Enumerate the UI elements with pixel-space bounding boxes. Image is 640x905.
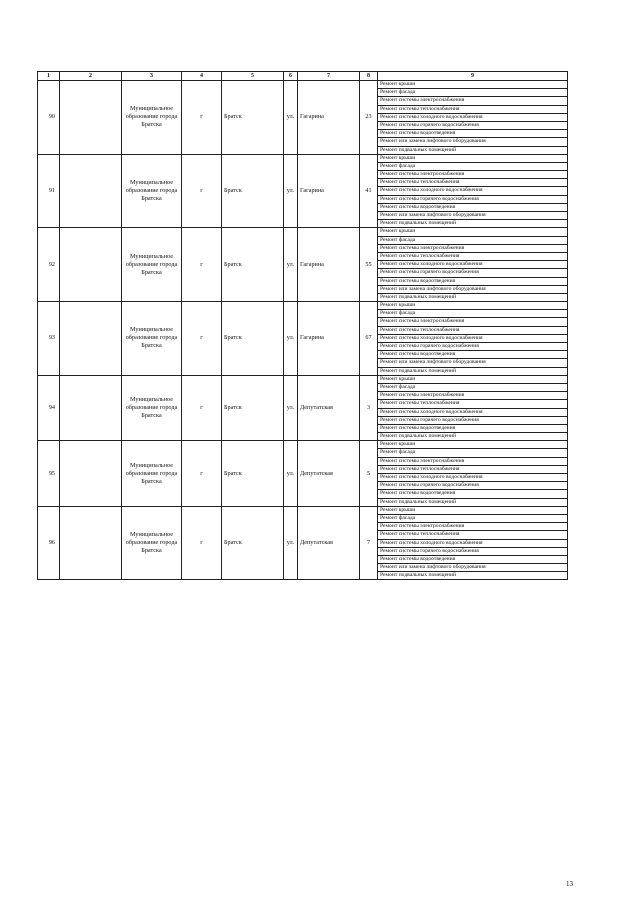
work-item: Ремонт фасада bbox=[378, 449, 567, 457]
house-number-cell: 23 bbox=[360, 81, 378, 155]
works-cell bbox=[378, 228, 568, 302]
municipality-cell: Муниципальное образование города Братска bbox=[122, 228, 182, 302]
row-number: 95 bbox=[38, 441, 60, 507]
settlement-type-cell: г bbox=[182, 228, 222, 302]
column-2-cell bbox=[60, 375, 122, 441]
work-item: Ремонт системы водоотведения bbox=[378, 351, 567, 359]
work-item: Ремонт подвальных помещений bbox=[380, 433, 457, 440]
street-cell: Гагарина bbox=[298, 154, 360, 228]
works-cell bbox=[378, 81, 568, 155]
work-item: Ремонт системы водоотведения bbox=[378, 425, 567, 433]
work-item: Ремонт подвальных помещений bbox=[380, 220, 457, 227]
work-item: Ремонт крыши bbox=[378, 228, 567, 236]
work-item: Ремонт системы холодного водоснабжения bbox=[378, 114, 567, 122]
table-body bbox=[38, 81, 568, 580]
settlement-type-cell: г bbox=[182, 81, 222, 155]
municipality-cell: Муниципальное образование города Братска bbox=[122, 506, 182, 580]
work-item: Ремонт подвальных помещений bbox=[380, 146, 457, 153]
work-item: Ремонт системы водоотведения bbox=[378, 556, 567, 564]
street-cell: Депутатская bbox=[298, 441, 360, 507]
city-cell: Братск bbox=[222, 506, 284, 580]
street-cell: Гагарина bbox=[298, 228, 360, 302]
settlement-type-cell: г bbox=[182, 441, 222, 507]
column-number: 7 bbox=[298, 72, 360, 81]
work-item: Ремонт или замена лифтового оборудования bbox=[378, 138, 567, 146]
table-row bbox=[38, 302, 568, 376]
work-item: Ремонт системы электроснабжения bbox=[378, 245, 567, 253]
municipality-cell: Муниципальное образование города Братска bbox=[122, 302, 182, 376]
work-item: Ремонт системы теплоснабжения bbox=[378, 253, 567, 261]
work-item: Ремонт подвальных помещений bbox=[380, 293, 457, 300]
column-number: 2 bbox=[60, 72, 122, 81]
work-item: Ремонт системы водоотведения bbox=[378, 204, 567, 212]
work-item: Ремонт системы электроснабжения bbox=[378, 171, 567, 179]
work-item: Ремонт системы горячего водоснабжения bbox=[378, 417, 567, 425]
works-cell bbox=[378, 506, 568, 580]
row-number: 91 bbox=[38, 154, 60, 228]
document-sheet bbox=[37, 71, 567, 580]
work-item: Ремонт системы теплоснабжения bbox=[378, 106, 567, 114]
work-item: Ремонт или замена лифтового оборудования bbox=[378, 286, 567, 294]
column-2-cell bbox=[60, 81, 122, 155]
city-cell: Братск bbox=[222, 154, 284, 228]
house-number-cell: 3 bbox=[360, 375, 378, 441]
work-item: Ремонт крыши bbox=[378, 155, 567, 163]
settlement-type-cell: г bbox=[182, 302, 222, 376]
work-item: Ремонт фасада bbox=[378, 89, 567, 97]
work-item: Ремонт системы холодного водоснабжения bbox=[378, 409, 567, 417]
works-cell bbox=[378, 302, 568, 376]
work-item: Ремонт системы горячего водоснабжения bbox=[378, 343, 567, 351]
table-row bbox=[38, 441, 568, 507]
work-item: Ремонт фасада bbox=[378, 384, 567, 392]
row-number: 90 bbox=[38, 81, 60, 155]
column-2-cell bbox=[60, 302, 122, 376]
column-2-cell bbox=[60, 228, 122, 302]
work-item: Ремонт системы водоотведения bbox=[378, 490, 567, 498]
column-2-cell bbox=[60, 154, 122, 228]
work-item: Ремонт системы горячего водоснабжения bbox=[378, 196, 567, 204]
work-item: Ремонт фасада bbox=[378, 237, 567, 245]
work-item: Ремонт системы горячего водоснабжения bbox=[378, 122, 567, 130]
works-cell bbox=[378, 154, 568, 228]
table-row bbox=[38, 154, 568, 228]
column-number: 9 bbox=[378, 72, 568, 81]
municipality-cell: Муниципальное образование города Братска bbox=[122, 81, 182, 155]
work-item: Ремонт системы горячего водоснабжения bbox=[378, 548, 567, 556]
street-cell: Депутатская bbox=[298, 375, 360, 441]
street-type-cell: ул. bbox=[284, 506, 298, 580]
settlement-type-cell: г bbox=[182, 375, 222, 441]
column-number: 6 bbox=[284, 72, 298, 81]
work-item: Ремонт крыши bbox=[378, 507, 567, 515]
street-type-cell: ул. bbox=[284, 154, 298, 228]
column-number: 1 bbox=[38, 72, 60, 81]
column-number: 8 bbox=[360, 72, 378, 81]
work-item: Ремонт или замена лифтового оборудования bbox=[378, 359, 567, 367]
city-cell: Братск bbox=[222, 302, 284, 376]
column-number: 4 bbox=[182, 72, 222, 81]
work-item: Ремонт системы электроснабжения bbox=[378, 523, 567, 531]
work-item: Ремонт или замена лифтового оборудования bbox=[378, 564, 567, 572]
work-item: Ремонт системы электроснабжения bbox=[378, 318, 567, 326]
city-cell: Братск bbox=[222, 81, 284, 155]
street-cell: Гагарина bbox=[298, 302, 360, 376]
work-item: Ремонт системы горячего водоснабжения bbox=[378, 269, 567, 277]
settlement-type-cell: г bbox=[182, 506, 222, 580]
municipality-cell: Муниципальное образование города Братска bbox=[122, 441, 182, 507]
work-item: Ремонт системы теплоснабжения bbox=[378, 400, 567, 408]
work-item: Ремонт фасада bbox=[378, 163, 567, 171]
house-number-cell: 5 bbox=[360, 441, 378, 507]
municipality-cell: Муниципальное образование города Братска bbox=[122, 375, 182, 441]
street-type-cell: ул. bbox=[284, 302, 298, 376]
work-item: Ремонт системы электроснабжения bbox=[378, 392, 567, 400]
table-row bbox=[38, 228, 568, 302]
work-item: Ремонт системы холодного водоснабжения bbox=[378, 187, 567, 195]
work-item: Ремонт системы теплоснабжения bbox=[378, 327, 567, 335]
work-item: Ремонт подвальных помещений bbox=[380, 572, 457, 579]
house-number-cell: 55 bbox=[360, 228, 378, 302]
work-item: Ремонт системы электроснабжения bbox=[378, 97, 567, 105]
work-item: Ремонт системы холодного водоснабжения bbox=[378, 540, 567, 548]
page-number: 13 bbox=[566, 880, 573, 888]
street-cell: Депутатская bbox=[298, 506, 360, 580]
work-item: Ремонт или замена лифтового оборудования bbox=[378, 212, 567, 220]
works-cell bbox=[378, 441, 568, 507]
street-type-cell: ул. bbox=[284, 81, 298, 155]
column-number: 3 bbox=[122, 72, 182, 81]
street-type-cell: ул. bbox=[284, 228, 298, 302]
work-item: Ремонт крыши bbox=[378, 376, 567, 384]
work-item: Ремонт крыши bbox=[378, 302, 567, 310]
municipality-cell: Муниципальное образование города Братска bbox=[122, 154, 182, 228]
table-row bbox=[38, 375, 568, 441]
city-cell: Братск bbox=[222, 228, 284, 302]
table-row bbox=[38, 81, 568, 155]
house-number-cell: 41 bbox=[360, 154, 378, 228]
work-item: Ремонт фасада bbox=[378, 310, 567, 318]
column-number-row bbox=[38, 72, 568, 81]
work-item: Ремонт системы теплоснабжения bbox=[378, 531, 567, 539]
street-type-cell: ул. bbox=[284, 375, 298, 441]
house-number-cell: 7 bbox=[360, 506, 378, 580]
settlement-type-cell: г bbox=[182, 154, 222, 228]
column-number: 5 bbox=[222, 72, 284, 81]
work-item: Ремонт системы электроснабжения bbox=[378, 458, 567, 466]
work-item: Ремонт системы горячего водоснабжения bbox=[378, 482, 567, 490]
city-cell: Братск bbox=[222, 441, 284, 507]
work-item: Ремонт подвальных помещений bbox=[380, 498, 457, 505]
row-number: 96 bbox=[38, 506, 60, 580]
column-2-cell bbox=[60, 506, 122, 580]
city-cell: Братск bbox=[222, 375, 284, 441]
work-item: Ремонт системы холодного водоснабжения bbox=[378, 474, 567, 482]
work-item: Ремонт системы водоотведения bbox=[378, 278, 567, 286]
row-number: 93 bbox=[38, 302, 60, 376]
repair-program-table bbox=[37, 71, 568, 580]
work-item: Ремонт крыши bbox=[378, 441, 567, 449]
row-number: 92 bbox=[38, 228, 60, 302]
work-item: Ремонт фасада bbox=[378, 515, 567, 523]
street-type-cell: ул. bbox=[284, 441, 298, 507]
works-cell bbox=[378, 375, 568, 441]
work-item: Ремонт системы теплоснабжения bbox=[378, 179, 567, 187]
work-item: Ремонт подвальных помещений bbox=[380, 367, 457, 374]
work-item: Ремонт системы холодного водоснабжения bbox=[378, 335, 567, 343]
street-cell: Гагарина bbox=[298, 81, 360, 155]
column-2-cell bbox=[60, 441, 122, 507]
row-number: 94 bbox=[38, 375, 60, 441]
table-row bbox=[38, 506, 568, 580]
work-item: Ремонт крыши bbox=[378, 81, 567, 89]
house-number-cell: 67 bbox=[360, 302, 378, 376]
work-item: Ремонт системы холодного водоснабжения bbox=[378, 261, 567, 269]
work-item: Ремонт системы водоотведения bbox=[378, 130, 567, 138]
work-item: Ремонт системы теплоснабжения bbox=[378, 466, 567, 474]
